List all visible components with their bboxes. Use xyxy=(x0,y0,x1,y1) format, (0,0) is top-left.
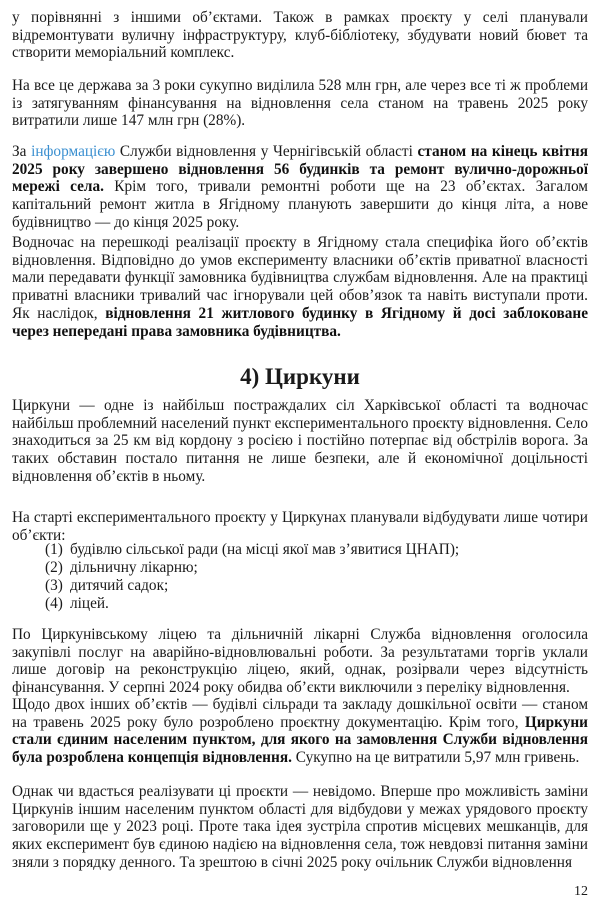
list-text: дитячий садок; xyxy=(70,577,169,594)
paragraph xyxy=(12,696,588,767)
info-link[interactable]: інформацією xyxy=(31,143,116,160)
list-text: ліцей. xyxy=(70,595,109,612)
list-item xyxy=(45,541,459,559)
numbered-list xyxy=(45,541,459,613)
text: Служби відновлення у Чернігівській області xyxy=(115,143,418,160)
list-item xyxy=(45,595,459,613)
section-heading: 4) Циркуни xyxy=(240,364,360,389)
paragraph: По Циркунівському ліцею та дільничній лікарні Служба відновлення оголосила закупівлі послуг на аварійно-відновлювальні роботи. За результатами торгів уклали лише договір на реконструкцію ліцею, який, однак, розірвали через відсутність фінансування. У серпні 2024 року обидва об’єкти виключили з переліку відновлення. xyxy=(12,626,588,697)
list-number: (1) xyxy=(45,541,63,558)
text: Сукупно на це витратили 5,97 млн гривень. xyxy=(291,749,580,767)
paragraph: На все це держава за 3 роки сукупно виділила 528 млн грн, але через все ті ж проблеми із затягуванням фінансування на відновлення села станом на травень 2025 року витратили лише 147 млн грн (28%). xyxy=(12,77,588,130)
paragraph xyxy=(12,143,588,232)
text: Водночас на перешкоді реалізації проєкту в Ягідному стала специфіка його об’єктів відновлення. Відповідно до умов експерименту власники об’єктів приватної власності мали передавати функції замовника будівництва службам відновлення. Але на практиці приватні власники тривалий час ігнорували цей обов’язок та навіть виступали проти. Як наслідок, xyxy=(12,234,588,322)
list-number: (2) xyxy=(45,559,63,576)
paragraph xyxy=(12,234,588,340)
text: Крім того, тривали ремонтні роботи ще на 23 об’єктах. Загалом капітальний ремонт житла в Ягідному планують завершити до кінця літа, а нове будівництво — до кінця 2025 року. xyxy=(12,178,588,231)
page-number: 12 xyxy=(574,884,588,899)
list-text: дільничну лікарню; xyxy=(70,559,198,576)
bold-text: станом на кінець квітня 2025 року завершено відновлення 56 будинків та ремонт вулично-дорожньої мережі села. xyxy=(12,143,589,196)
list-item xyxy=(45,577,459,595)
paragraph: На старті експериментального проєкту у Циркунах планували відбудувати лише чотири об’єкти: xyxy=(12,509,588,544)
paragraph: Однак чи вдасться реалізувати ці проєкти — невідомо. Вперше про можливість заміни Циркунів іншим населеним пунктом області для відбудови у межах урядового проєкту заговорили ще у 2023 році. Проте така ідея зустріла спротив місцевих мешканців, для яких експеримент був єдиною надією на відновлення села, тож невдовзі питання заміни зняли з порядку денного. Та зрештою в січні 2025 року очільник Служби відновлення xyxy=(12,783,588,871)
list-text: будівлю сільської ради (на місці якої мав з’явитися ЦНАП); xyxy=(70,541,460,558)
bold-text: відновлення 21 житлового будинку в Ягідному й досі заблоковане через непередані права замовника будівництва. xyxy=(12,304,588,340)
list-number: (3) xyxy=(45,577,63,594)
list-item xyxy=(45,559,459,577)
paragraph: у порівнянні з іншими об’єктами. Також в рамках проєкту у селі планували відремонтувати вуличну інфраструктуру, клуб-бібліотеку, збудувати новий бювет та створити меморіальний комплекс. xyxy=(12,9,588,62)
list-number: (4) xyxy=(45,595,63,612)
text: За xyxy=(12,143,32,160)
text: Щодо двох інших об’єктів — будівлі сільради та закладу дошкільної освіти — станом на травень 2025 року було розроблено проєктну документацію. Крім того, xyxy=(12,696,588,731)
paragraph: Циркуни — одне із найбільш постраждалих сіл Харківської області та водночас найбільш проблемний населений пункт експериментального проєкту відновлення. Село знаходиться за 25 км від кордону з росією і постійно потерпає від обстрілів ворога. За таких обставин постало питання не лише безпеки, але й економічної доцільності відновлення об’єктів в ньому. xyxy=(12,397,588,485)
bold-text: Циркуни стали єдиним населеним пунктом, для якого на замовлення Служби відновлення була розроблена концепція відновлення. xyxy=(12,713,588,767)
